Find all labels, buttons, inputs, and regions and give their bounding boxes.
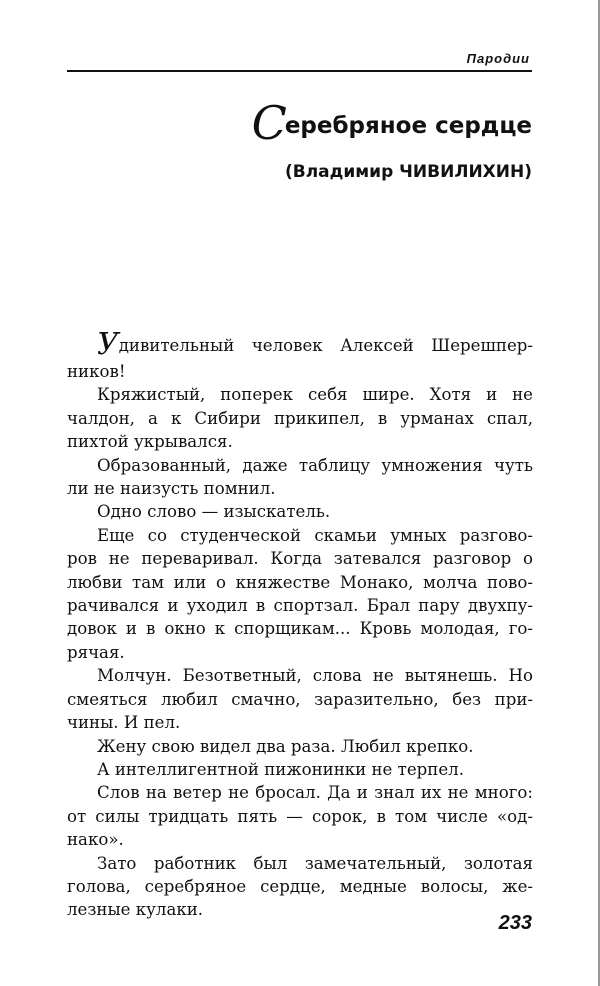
- paragraph: [67, 664, 533, 734]
- text-line: чины. И пел.: [67, 713, 181, 733]
- text-line: ников!: [67, 362, 126, 381]
- paragraph: [67, 852, 533, 922]
- text-line: Образованный, даже таблицу умножения чуть: [97, 455, 533, 475]
- chapter-author: (Владимир ЧИВИЛИХИН): [284, 162, 532, 182]
- text-line: пихтой укрывался.: [67, 432, 233, 452]
- body-text: [67, 330, 533, 922]
- paragraph: [67, 781, 533, 851]
- text-line: Еще со студенческой скамьи умных разгово-: [97, 525, 533, 545]
- running-head: [67, 50, 532, 72]
- text-line: рачивался и уходил в спортзал. Брал пару двухпу-: [67, 596, 533, 616]
- text-line: голова, серебряное сердце, медные волосы, же-: [67, 876, 533, 896]
- text-line: Жену свою видел два раза. Любил крепко.: [97, 736, 474, 756]
- text-line: нако».: [67, 830, 124, 850]
- paragraph: [67, 383, 533, 453]
- text-line: ров не переваривал. Когда затевался разговор о: [67, 549, 533, 569]
- title-dropcap: С: [251, 96, 287, 150]
- text-line: ли не наизусть помнил.: [67, 479, 276, 499]
- paragraph: [67, 454, 533, 501]
- text-line: любви там или о княжестве Монако, молча пово-: [67, 572, 533, 592]
- paragraph: [67, 735, 533, 758]
- page-number: 233: [498, 912, 532, 934]
- text-line: Удивительный человек Алексей Шерешпер-: [67, 330, 533, 360]
- text-line: Слов на ветер не бросал. Да и знал их не много:: [97, 783, 533, 803]
- paragraph: [67, 524, 533, 664]
- text-line: рячая.: [67, 642, 125, 662]
- dropcap: У: [97, 330, 119, 360]
- text-line: чалдон, а к Сибири прикипел, в урманах спал,: [67, 408, 533, 428]
- paragraph: [67, 500, 533, 523]
- text-line: смеяться любил смачно, заразительно, без при-: [67, 689, 533, 709]
- title-text: еребряное сердце: [284, 113, 532, 139]
- text-line: от силы тридцать пять — сорок, в том числе «од-: [67, 806, 533, 826]
- text-line: довок и в окно к спорщикам... Кровь молодая, го-: [67, 619, 533, 639]
- text-line: Молчун. Безответный, слова не вытянешь. Но: [97, 666, 533, 686]
- section-title: Пародии: [466, 51, 530, 66]
- text-line: Кряжистый, поперек себя шире. Хотя и не: [97, 385, 533, 405]
- text-line: А интеллигентной пижонинки не терпел.: [97, 759, 464, 779]
- text-line: Одно слово — изыскатель.: [97, 502, 331, 522]
- text-line: Зато работник был замечательный, золотая: [97, 853, 533, 873]
- chapter-title: [251, 96, 532, 150]
- paragraph: [67, 330, 533, 383]
- text-line: лезные кулаки.: [67, 900, 204, 920]
- paragraph: [67, 758, 533, 781]
